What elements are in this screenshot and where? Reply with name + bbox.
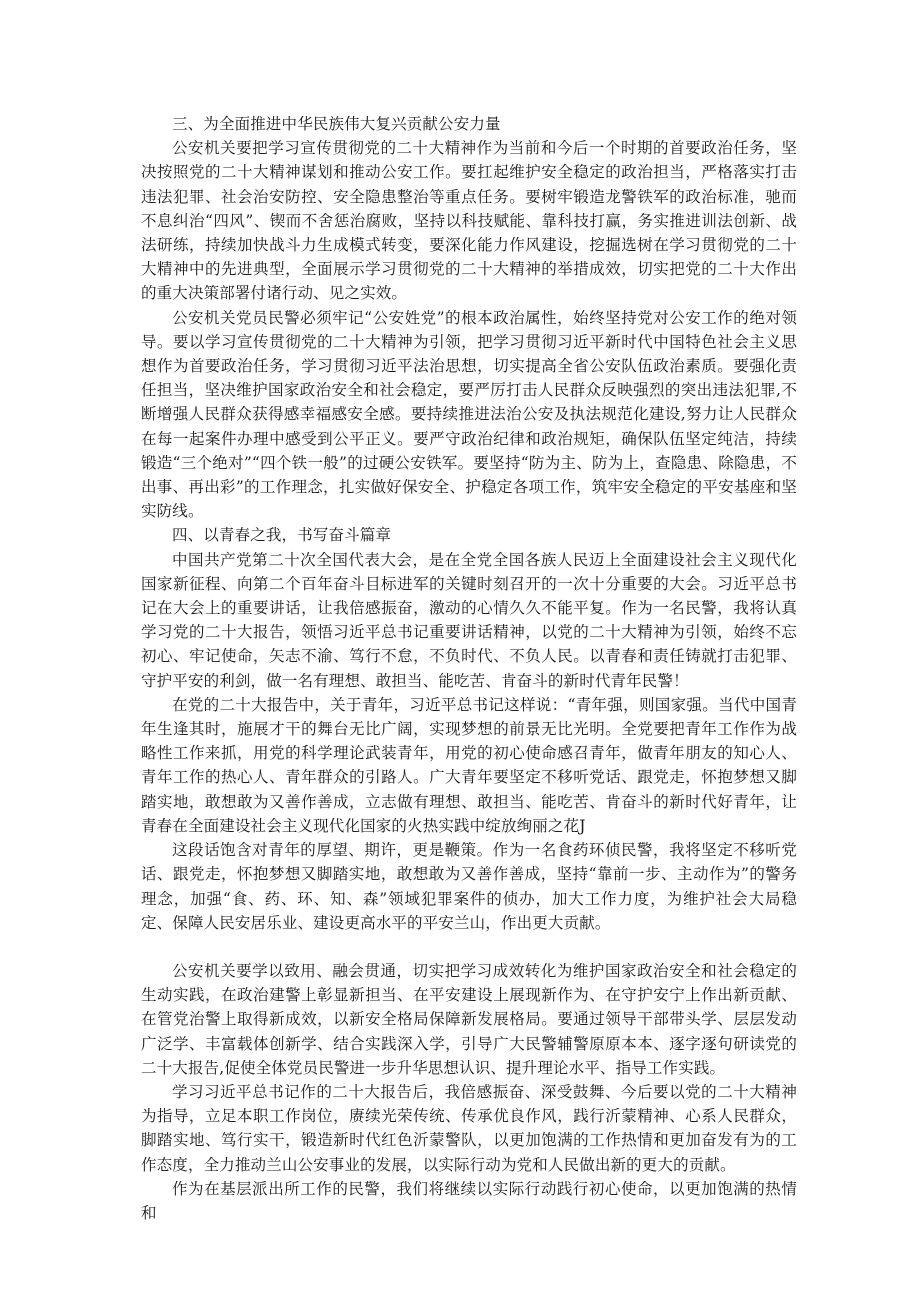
paragraph: 这段话饱含对青年的厚望、期许，更是鞭策。作为一名食药环侦民警，我将坚定不移听党话、跟党走，怀抱梦想又脚踏实地，敢想敢为又善作善成，坚持“靠前一步、主动作为”的警务理念，加强“食、药、环、知、森”领域犯罪案件的侦办，加大工作力度，为维护社会大局稳定、保障人民安居乐业、建设更高水平的平安兰山，作出更大贡献。 bbox=[141, 841, 797, 932]
paragraph: 公安机关党员民警必须牢记“公安姓党”的根本政治属性，始终坚持党对公安工作的绝对领导。要以学习宣传贯彻党的二十大精神为引领，把学习贯彻习近平新时代中国特色社会主义思想作为首要政治任务，学习贯彻习近平法治思想，切实提高全省公安队伍政治素质。要强化责任担当，坚决维护国家政治安全和社会稳定，要严厉打击人民群众反映强烈的突出违法犯罪,不断增强人民群众获得感幸福感安全感。要持续推进法治公安及执法规范化建设,努力让人民群众在每一起案件办理中感受到公平正义。要严守政治纪律和政治规矩，确保队伍坚定纯洁，持续锻造“三个绝对”“四个铁一般”的过硬公安铁军。要坚持“防为主、防为上，查隐患、除隐患，不出事、再出彩”的工作理念，扎实做好保安全、护稳定各项工作，筑牢安全稳定的平安基座和坚实防线。 bbox=[141, 308, 797, 521]
document-body bbox=[141, 112, 797, 1225]
section-heading-3: 三、为全面推进中华民族伟大复兴贡献公安力量 bbox=[172, 115, 501, 133]
paragraph: 公安机关要把学习宣传贯彻党的二十大精神作为当前和今后一个时期的首要政治任务，坚决按照党的二十大精神谋划和推动公安工作。要扛起维护安全稳定的政治担当，严格落实打击违法犯罪、社会治安防控、安全隐患整治等重点任务。要树牢锻造龙警铁军的政治标准，驰而不息纠治“四风”、锲而不舍惩治腐败，坚持以科技赋能、靠科技打赢，务实推进训法创新、战法研练，持续加快战斗力生成模式转变，要深化能力作风建设，挖掘选树在学习贯彻党的二十大精神中的先进典型，全面展示学习贯彻党的二十大精神的举措成效，切实把党的二十大作出的重大决策部署付诸行动、见之实效。 bbox=[141, 139, 797, 303]
paragraph: 公安机关要学以致用、融会贯通，切实把学习成效转化为维护国家政治安全和社会稳定的生动实践，在政治建警上彰显新担当、在平安建设上展现新作为、在守护安宁上作出新贡献、在管党治警上取得新成效，以新安全格局保障新发展格局。要通过领导干部带头学、层层发动广泛学、丰富载体创新学、结合实践深入学，引导广大民警辅警原原本本、逐字逐句研读党的二十大报告,促使全体党员民警进一步升华思想认识、提升理论水平、指导工作实践。 bbox=[141, 961, 797, 1077]
paragraph: 作为在基层派出所工作的民警，我们将继续以实际行动践行初心使命，以更加饱满的热情和 bbox=[141, 1179, 797, 1222]
paragraph: 在党的二十大报告中，关于青年，习近平总书记这样说：“青年强，则国家强。当代中国青年生逢其时，施展才干的舞台无比广阔，实现梦想的前景无比光明。全党要把青年工作作为战略性工作来抓，用党的科学理论武装青年，用党的初心使命感召青年，做青年朋友的知心人、青年工作的热心人、青年群众的引路人。广大青年要坚定不移听党话、跟党走，怀抱梦想又脚踏实地，敢想敢为又善作善成，立志做有理想、敢担当、能吃苦、肯奋斗的新时代好青年，让青春在全面建设社会主义现代化国家的火热实践中绽放绚丽之花J bbox=[141, 695, 797, 835]
section-heading-4: 四、以青春之我，书写奋斗篇章 bbox=[172, 526, 392, 545]
paragraph-gap bbox=[141, 935, 797, 959]
paragraph: 中国共产党第二十次全国代表大会，是在全党全国各族人民迈上全面建设社会主义现代化国家新征程、向第二个百年奋斗目标进军的关键时刻召开的一次十分重要的大会。习近平总书记在大会上的重要讲话，让我倍感振奋，激动的心情久久不能平复。作为一名民警，我将认真学习党的二十大报告，领悟习近平总书记重要讲话精神，以党的二十大精神为引领，始终不忘初心、牢记使命，矢志不渝、笃行不怠，不负时代、不负人民。以青春和责任铸就打击犯罪、守护平安的利剑，做一名有理想、敢担当、能吃苦、肯奋斗的新时代青年民警！ bbox=[141, 550, 797, 690]
paragraph: 学习习近平总书记作的二十大报告后，我倍感振奋、深受鼓舞、今后要以党的二十大精神为指导，立足本职工作岗位，赓续光荣传统、传承优良作风，践行沂蒙精神、心系人民群众，脚踏实地、笃行实干，锻造新时代红色沂蒙警队，以更加饱满的工作热情和更加奋发有为的工作态度，全力推动兰山公安事业的发展，以实际行动为党和人民做出新的更大的贡献。 bbox=[141, 1082, 797, 1174]
